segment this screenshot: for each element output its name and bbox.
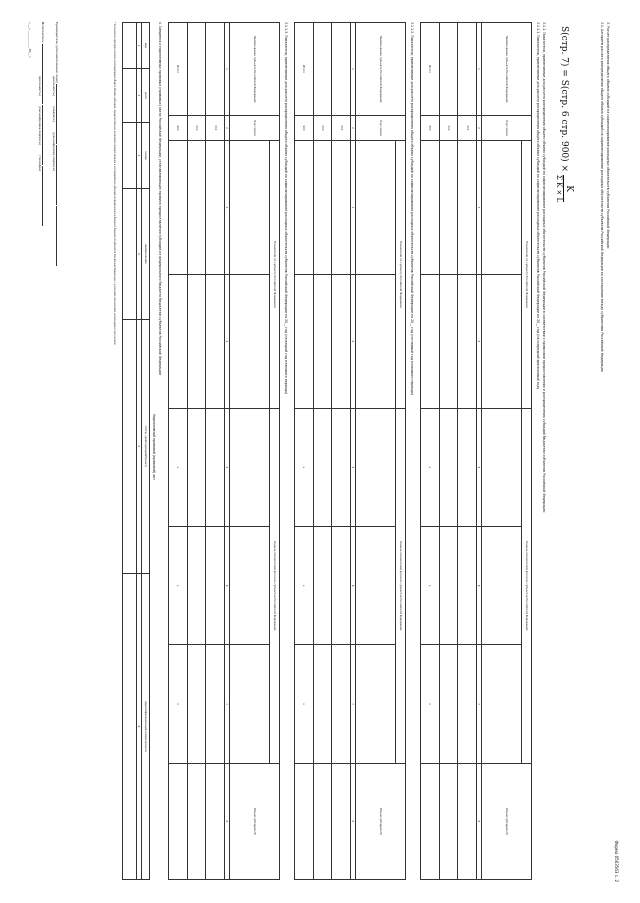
total-row: Итого 900 x x x [295, 23, 314, 880]
section-4-title: 4. Сведения о нормативных правовых (правовых) актах Российской Федерации, устанавливающих правила предоставления субсидий из федерального бюджета бюджетам субъектов Российской Федерации [158, 22, 162, 375]
col-region-name: Наименование субъекта Российской Федерации [482, 23, 532, 116]
section-3-1-1-3-title: 3.1.1.3. Показатели, применяемые для расчета распределения общего объема субсидий на софинансирование расходных обязательств субъектов Российской Федерации на 20__ год (на второй год планового периода) [284, 22, 288, 395]
section-3-title: 3. Расчет распределения общего объема субсидий на софинансирование расходных обязательств субъектов Российской Федерации [606, 22, 610, 249]
section-3-1-1-1-title: 3.1.1.1. Показатели, применяемые для расчета распределения общего объема субсидий на софинансирование расходных обязательств субъектов Российской Федерации на 20__ год (на очередной финансовый год) [536, 22, 540, 389]
table-row: 011 [206, 23, 225, 880]
table-row: 012 [439, 23, 458, 880]
indicators-table-1: Наименование субъекта Российской Федерации Код строки Показатели по субъекту Российской Федерации Оценка показателей для всех субъектов Российской Федерации Объем субсидии (8) 1 2 3 4 5 6 7 8 011 012 Итого 900 x x x [420, 22, 532, 880]
formula-numerator: K [563, 175, 574, 202]
distribution-formula: S(стр. 7) = S(стр. 6 стр. 900) × K Σ K × L [555, 26, 574, 203]
total-row: Итого 900 x x x [169, 23, 188, 880]
formula-rhs: S [559, 79, 569, 86]
table-row: 012 [313, 23, 332, 880]
signature-executor: Исполнитель [41, 22, 46, 226]
form-code: Форма 0503563 с. 2 [614, 840, 619, 882]
formula-denominator: Σ K × L [555, 174, 563, 203]
table-row [123, 23, 137, 880]
formula-fraction [555, 175, 574, 202]
table-row: 011 [332, 23, 351, 880]
indicators-table-3: Наименование субъекта Российской Федерации Код строки Показатели по субъекту Российской Федерации Оценка показателей для всех субъектов Российской Федерации Объем субсидии (8) 1 2 3 4 5 6 7 8 011 012 Итого 900 x x x [168, 22, 280, 880]
executor-captions: (должность) (расшифровка подписи) (телефон) [38, 76, 42, 172]
footnote: * Указывается формула расчета распределения общего объема субсидий, предусмотренная правилами предоставления и распределения субсидий из федерального бюджета бюджетам субъектов Российской Федерации, с указанием показателей, используемых при расчете. [113, 22, 116, 346]
col-estimate: Оценка показателей для всех субъектов Российской Федерации [522, 408, 532, 763]
signature-date: «___» ___________ 20__ г. [28, 22, 32, 59]
rotated-content [20, 16, 620, 886]
indicators-table-2: Наименование субъекта Российской Федерации Код строки Показатели по субъекту Российской Федерации Оценка показателей для всех субъектов Российской Федерации Объем субсидии (8) 1 2 3 4 5 6 7 8 011 012 Итого 900 x x x [294, 22, 406, 880]
section-4-subtitle: Нормативный правовой (правовой) акт [152, 413, 156, 481]
col-indicators: Показатели по субъекту Российской Федерации [522, 141, 532, 409]
section-3-1-title: 3.1. Алгоритм расчета распределения общего объема субсидий на софинансирование расходных обязательств субъектов Российской Федерации по соглашению между субъектами Российской Федерации [600, 22, 604, 372]
signature-captions: (должность) (подпись) (расшифровка подписи) [52, 76, 56, 171]
total-row: Итого 900 x x x [421, 23, 440, 880]
table-row: 011 [458, 23, 477, 880]
col-volume: Объем субсидии (8) [482, 763, 532, 879]
section-3-1-1-2-title: 3.1.1.2. Показатели, применяемые для расчета распределения общего объема субсидий на софинансирование расходных обязательств субъектов Российской Федерации на 20__ год (на первый год планового периода) [410, 22, 414, 395]
section-3-1-1-title: 3.1.1. Показатели, применяемые для расчета распределения общего объема субсидий на софинансирование расходных обязательств субъектов Российской Федерации в соответствии с правилами предоставления и распределения субсидий бюджетам субъектов Российской Федерации [542, 22, 546, 513]
table-row: 012 [187, 23, 206, 880]
signature-head: Руководитель (уполномоченное лицо) [55, 22, 60, 266]
legal-acts-table: вид дата номер наименование статус (действующий/проект) идентификационный номер проекта 1 2 3 4 5 6 [122, 22, 150, 880]
formula-lhs: S [559, 26, 569, 33]
col-code: Код строки [482, 116, 532, 141]
